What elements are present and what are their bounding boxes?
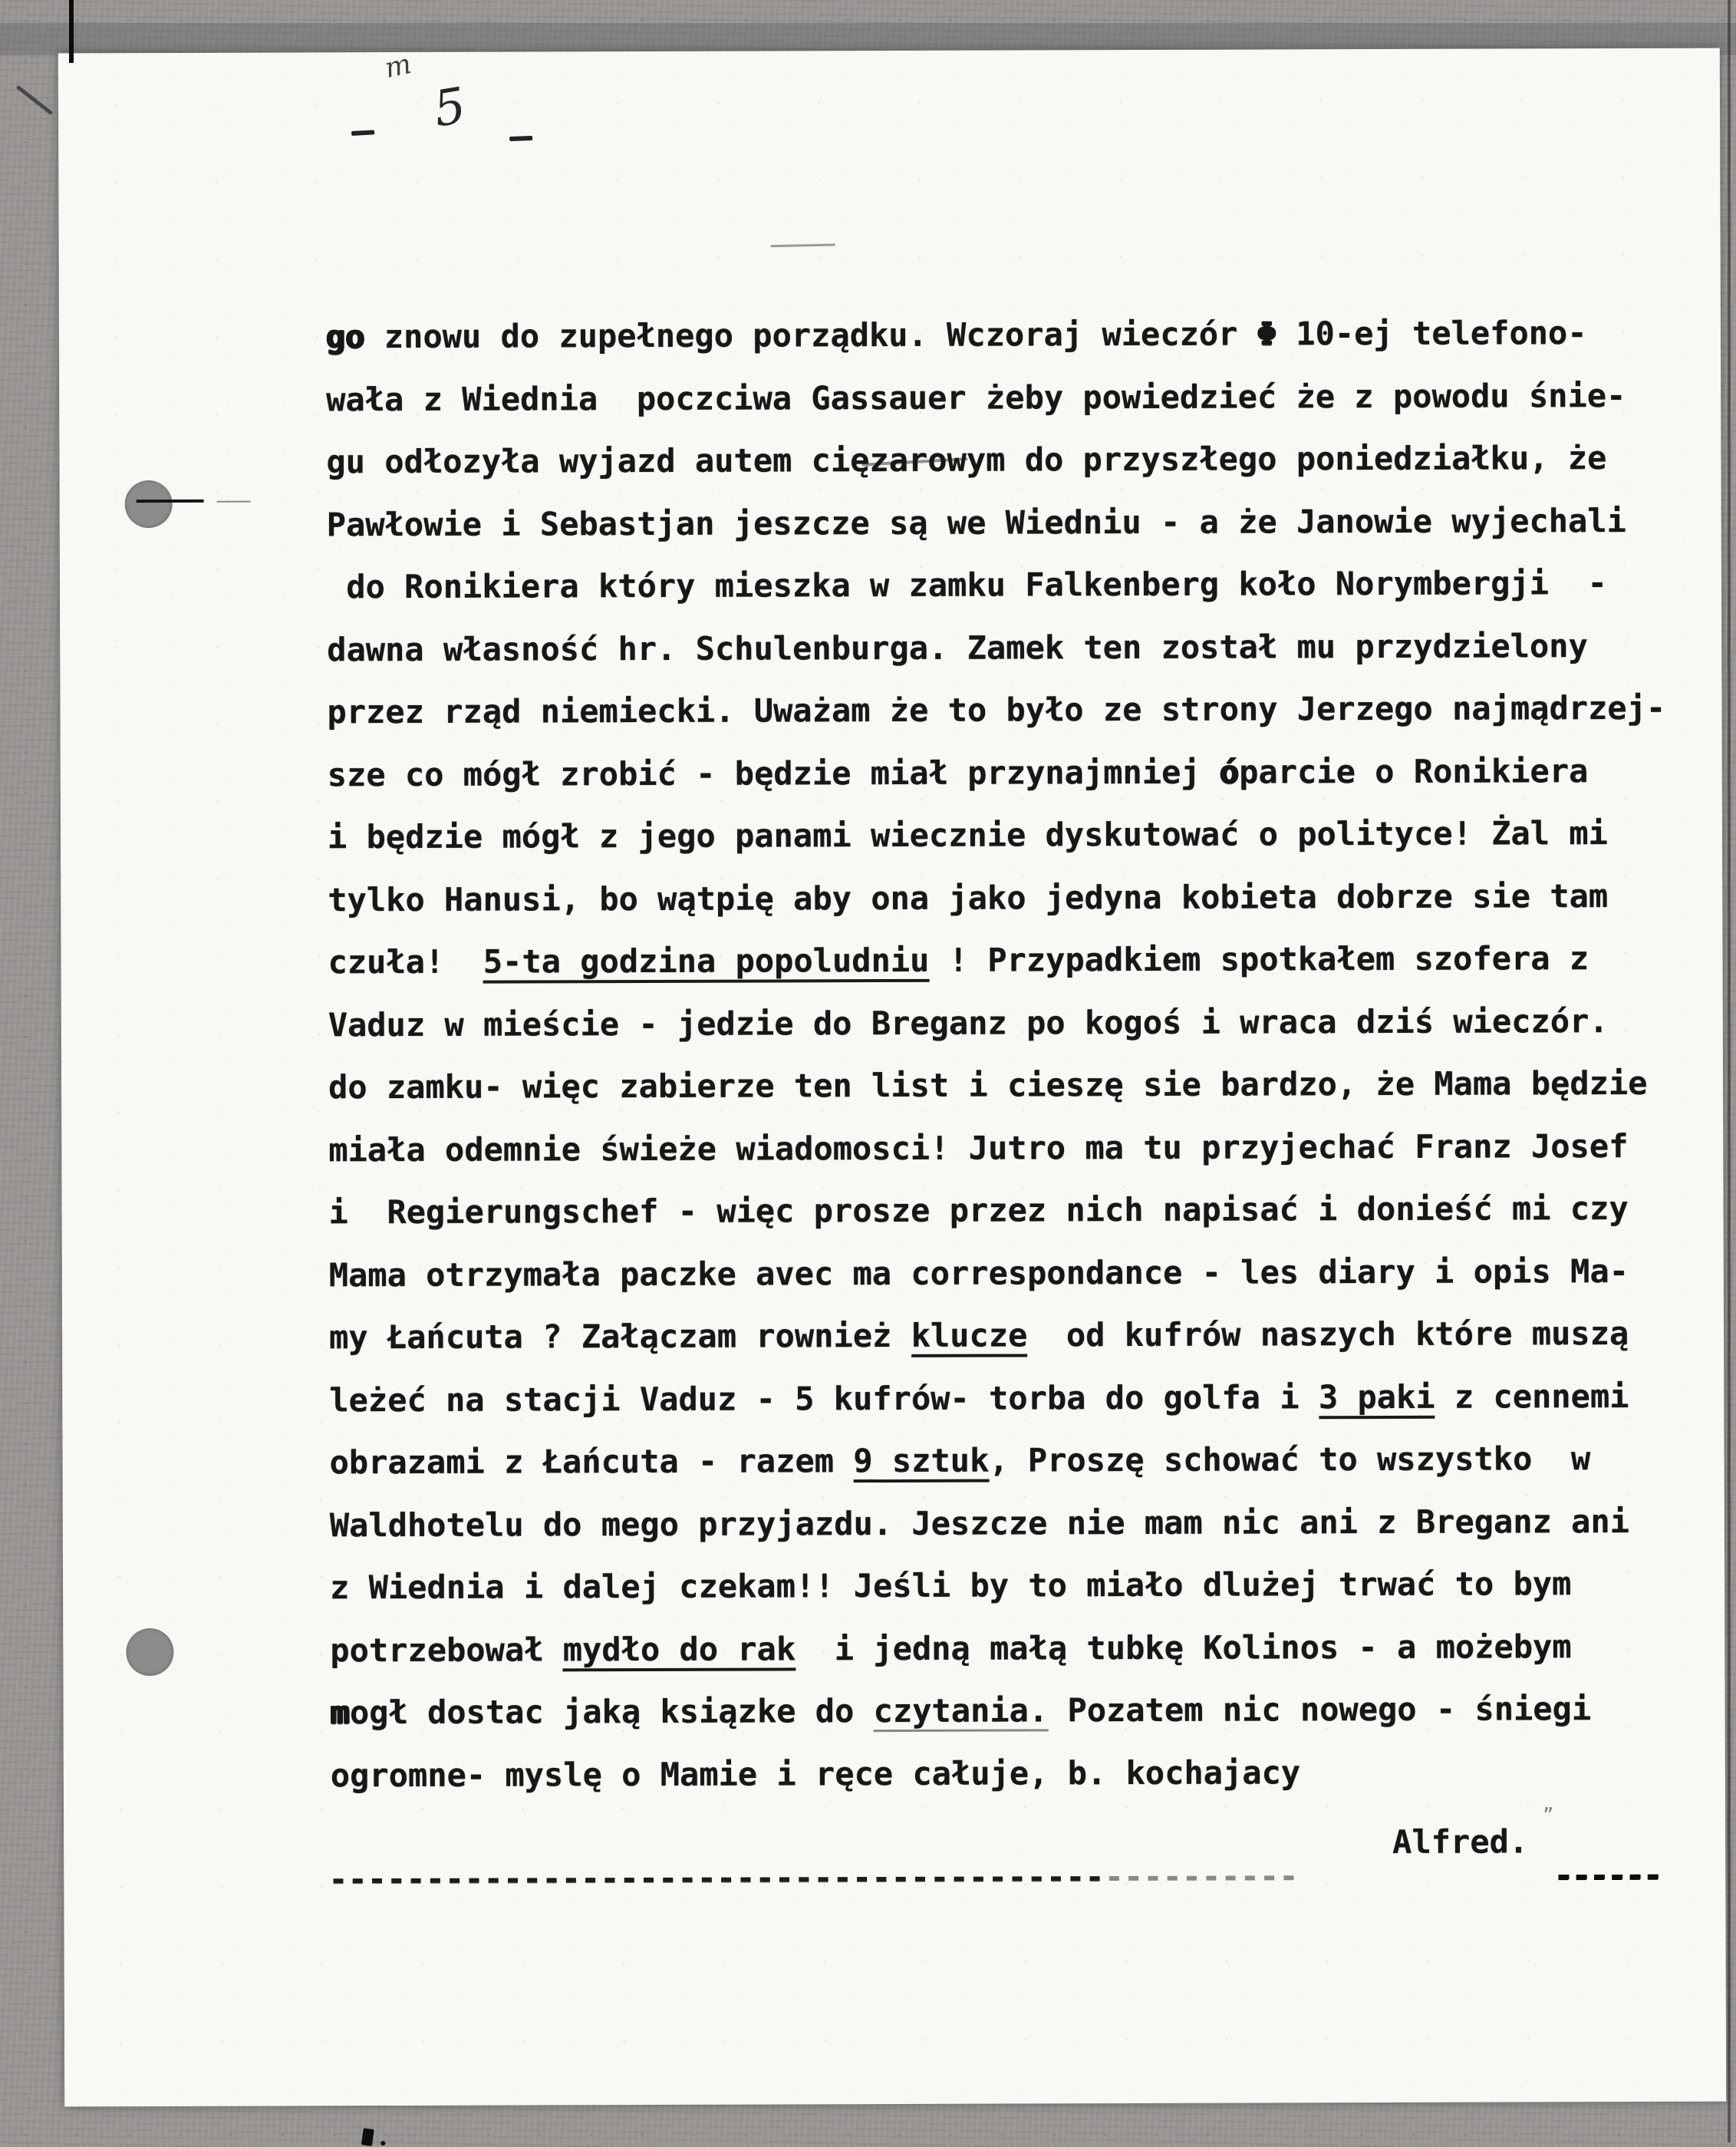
pencil-strike-through-hole (137, 500, 204, 503)
text-segment: ! Przypadkiem spotkałem szofera z (929, 939, 1589, 979)
underlined-text: klucze (911, 1316, 1028, 1357)
ink-blot (361, 2128, 374, 2146)
text-segment: Pawłowie i Sebastjan jeszcze są we Wiedniu - a że Janowie wyjechali (326, 501, 1626, 543)
text-segment: ó (1219, 753, 1240, 791)
letter-page (58, 48, 1726, 2107)
text-segment: i jedną małą tubkę Kolinos - a możebym (796, 1627, 1572, 1667)
text-segment: znowu do zupełnego porządku. Wczoraj wieczór (364, 315, 1257, 356)
text-line (326, 427, 1665, 493)
signature-tick-mark: ” (1542, 1804, 1554, 1826)
page-number (344, 73, 543, 166)
text-segment: , Proszę schować to wszystko w (989, 1440, 1591, 1479)
text-line (331, 1740, 1669, 1806)
text-segment: z Wiednia i dalej czekam!! Jeśli by to miało dlużej trwać to bym (330, 1565, 1572, 1607)
punch-hole (125, 480, 173, 528)
text-segment: ogł dostac jaką ksiązke do (349, 1692, 874, 1732)
pencil-mark (771, 243, 835, 247)
letter-body (326, 302, 1669, 1806)
separator-segment: ---------- (1104, 1857, 1299, 1896)
text-line (328, 864, 1666, 931)
text-segment: miała odemnie świeże wiadomosci! Jutro ma tu przyjechać Franz Josef (328, 1126, 1629, 1169)
pencil-strike-faint (217, 501, 251, 503)
punch-hole (126, 1628, 173, 1676)
text-line (330, 1552, 1668, 1619)
text-line (330, 1677, 1668, 1744)
text-segment: i Regierungschef - więc prosze przez nich napisać i donieść mi czy (328, 1189, 1629, 1232)
text-segment: do zamku- więc zabierze ten list i cieszę sie bardzo, że Mama będzie (328, 1064, 1648, 1106)
text-segment: Pozatem nic nowego - śniegi (1048, 1690, 1592, 1730)
text-segment: czuła! (328, 942, 483, 981)
text-segment: od kufrów naszych które muszą (1027, 1314, 1629, 1354)
text-line (330, 1489, 1668, 1556)
underlined-text: czytania. (874, 1691, 1049, 1732)
scan-edge-scratch (16, 85, 54, 116)
text-segment: do Ronikiera który mieszka w zamku Falkenberg koło Norymbergji - (326, 564, 1607, 606)
page-number-dash-left (351, 130, 374, 136)
text-segment: dawna własność hr. Schulenburga. Zamek ten został mu przydzielony (327, 626, 1588, 668)
text-line (329, 1427, 1668, 1494)
text-segment: my Łańcuta ? Załączam rownież (328, 1316, 911, 1357)
page-number-dash-right (509, 136, 532, 141)
text-segment: wała z Wiednia poczciwa Gassauer żeby powiedzieć że z powodu śnie- (326, 376, 1626, 418)
text-line (327, 552, 1665, 618)
text-line (328, 989, 1667, 1056)
separator-segment-heavy: ------ (1553, 1855, 1662, 1895)
text-line (326, 364, 1665, 430)
text-segment: Vaduz w mieście - jedzie do Breganz po kogoś i wraca dziś wieczór. (328, 1001, 1609, 1044)
typed-separator (328, 1855, 1662, 1898)
text-segment: ogromne- myslę o Mamie i ręce całuje, b. kochajacy (330, 1753, 1301, 1794)
text-segment: gu odłozyła wyjazd autem cięzarowym do przyszłego poniedziałku, że (326, 439, 1607, 481)
text-line (330, 1614, 1668, 1681)
underlined-text: 9 sztuk (853, 1442, 989, 1483)
ink-dot (380, 2141, 385, 2145)
separator-segment: ---------------------------------------- (328, 1858, 1105, 1898)
underlined-text: mydło do rak (563, 1630, 796, 1671)
text-line (329, 1239, 1668, 1306)
text-line (328, 802, 1666, 869)
text-segment: go (325, 318, 365, 356)
text-segment: Mama otrzymała paczke avec ma correspondance - les diary i opis Ma- (328, 1252, 1629, 1294)
underlined-text: 3 paki (1319, 1377, 1435, 1418)
text-segment: przez rząd niemiecki. Uważam że to było ze strony Jerzego najmądrzej- (327, 688, 1666, 731)
text-segment: leżeć na stacji Vaduz - 5 kufrów- torba do golfa i (329, 1377, 1319, 1419)
text-line (329, 1364, 1668, 1431)
handwritten-scribble: m (381, 48, 414, 85)
text-segment: potrzebował (330, 1630, 563, 1669)
text-line (326, 302, 1665, 368)
text-line (328, 739, 1666, 806)
text-line (329, 1302, 1668, 1369)
text-line (327, 677, 1665, 744)
text-line (327, 614, 1665, 681)
text-line (328, 1052, 1667, 1119)
signature: Alfred. (1392, 1822, 1529, 1861)
text-line (327, 489, 1665, 556)
text-line (328, 1177, 1667, 1244)
text-segment: z cennemi (1435, 1377, 1629, 1416)
text-segment: i będzie mógł z jego panami wiecznie dyskutować o polityce! Żal mi (327, 814, 1608, 856)
text-segment: m (330, 1694, 350, 1732)
text-segment: Φ (1257, 315, 1277, 353)
text-segment: sze co mógł zrobić - będzie miał przynajmniej (327, 753, 1220, 793)
text-line (328, 1114, 1667, 1181)
text-segment: 10-ej telefono- (1276, 314, 1587, 353)
text-segment: Waldhotelu do mego przyjazdu. Jeszcze nie mam nic ani z Breganz ani (329, 1502, 1630, 1544)
text-line (328, 927, 1666, 994)
underlined-text: 5-ta godzina popoludniu (483, 942, 930, 984)
text-segment: obrazami z Łańcuta - razem (329, 1442, 854, 1482)
text-segment: tylko Hanusi, bo wątpię aby ona jako jedyna kobieta dobrze sie tam (328, 876, 1609, 918)
text-segment: parcie o Ronikiera (1239, 751, 1589, 791)
scan-right-edge-line (1728, 0, 1731, 2142)
page-number-numeral: 5 (430, 78, 470, 139)
scan-edge-line (69, 0, 74, 63)
